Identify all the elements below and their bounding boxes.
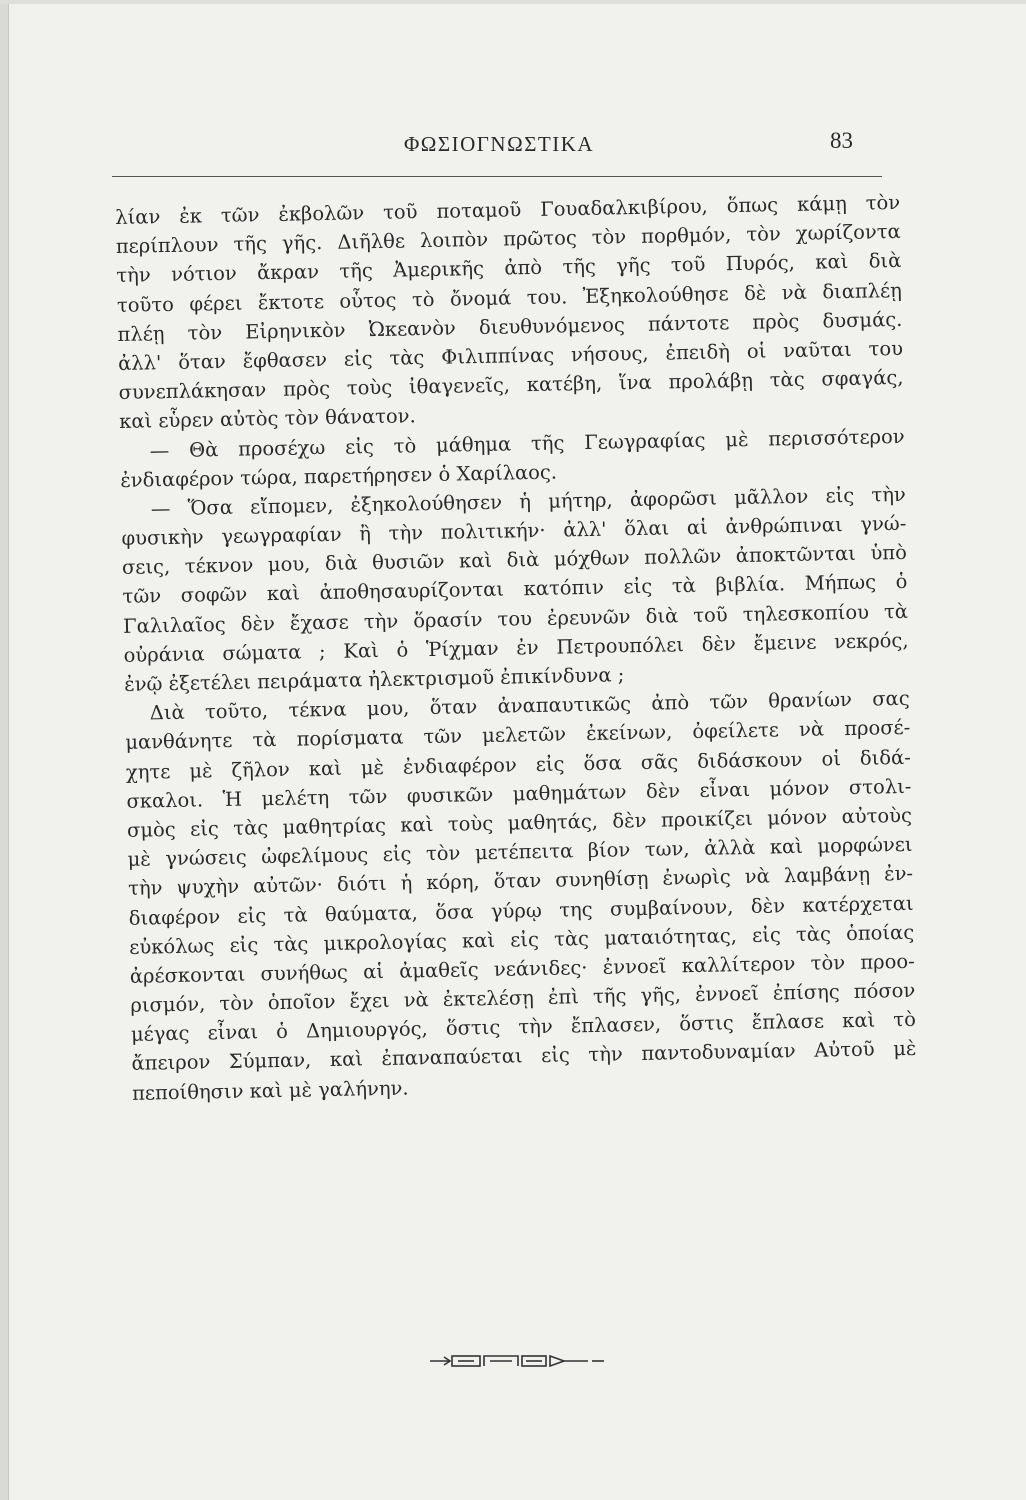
header-rule (112, 176, 882, 177)
text-line: μὲ γνώσεις ὠφελίμους εἰς τὸν μετέπειτα βίον των, ἀλλὰ καὶ μορφώνει (127, 832, 913, 872)
text-line: πεποίθησιν καὶ μὲ γαλήνην. (131, 1076, 409, 1105)
text-line: πλέῃ τὸν Εἰρηνικὸν Ὠκεανὸν διευθυνόμενος πάντοτε πρὸς δυσμάς. (117, 307, 903, 346)
text-line: συνεπλάκησαν πρὸς τοὺς ἰθαγενεῖς, κατέβη, ἵνα προλάβῃ τὰς σφαγάς, (118, 366, 904, 405)
text-line: καὶ εὗρεν αὐτὸς τὸν θάνατον. (118, 404, 416, 434)
text-line: σμὸς εἰς τὰς μαθητρίας καὶ τοὺς μαθητάς, δὲν προικίζει μόνον αὐτοὺς (126, 803, 913, 842)
text-line: ἐνῷ ἐξετέλει πειράματα ἠλεκτρισμοῦ ἐπικίνδυνα ; (124, 663, 625, 696)
running-title: ΦΩΣΙΟΓΝΩΣΤΙΚΑ (403, 132, 595, 156)
text-line: Γαλιλαῖος δὲν ἔχασε τὴν ὅρασίν του ἐρευνῶν διὰ τοῦ τηλεσκοπίου τὰ (122, 599, 909, 638)
text-line: χητε μὲ ζῆλον καὶ μὲ ἐνδιαφέρον εἰς ὅσα σᾶς διδάσκουν οἱ διδά- (125, 745, 912, 784)
body-text (115, 188, 917, 1108)
page-top-edge (0, 0, 1026, 4)
text-line: ρισμόν, τὸν ὁποῖον ἔχει νὰ ἐκτελέσῃ ἐπὶ τῆς γῆς, ἐννοεῖ ἐπίσης πόσον (130, 978, 916, 1017)
text-line: σεις, τέκνον μου, διὰ θυσιῶν καὶ διὰ μόχθων πολλῶν ἀποκτῶνται ὑπὸ (121, 541, 908, 580)
text-line: ἀρέσκονται συνήθως αἱ ἀμαθεῖς νεάνιδες· ἐννοεῖ καλλίτερον τὸν προο- (129, 949, 915, 988)
text-line: ἐνδιαφέρον τώρα, παρετήρησεν ὁ Χαρίλαος. (120, 460, 558, 492)
page-binding-edge (0, 0, 9, 1500)
text-line: — Ὅσα εἴπομεν, ἐξηκολούθησεν ἡ μήτηρ, ἀφορῶσι μᾶλλον εἰς τὴν (150, 482, 906, 521)
text-line: μέγας εἶναι ὁ Δημιουργός, ὅστις τὴν ἔπλασεν, ὅστις ἔπλασε καὶ τὸ (130, 1008, 917, 1047)
text-line: τὴν νότιον ἄκραν τῆς Ἀμερικῆς ἀπὸ τῆς γῆς τοῦ Πυρός, καὶ διὰ (116, 249, 902, 288)
text-line: διαφέρον εἰς τὰ θαύματα, ὅσα γύρῳ της συμβαίνουν, δὲν κατέρχεται (128, 891, 914, 930)
text-line: οὐράνια σώματα ; Καὶ ὁ Ῥίχμαν ἐν Πετρουπόλει δὲν ἔμεινε νεκρός, (123, 628, 909, 667)
text-line: ἄπειρον Σύμπαν, καὶ ἐπαναπαύεται εἰς τὴν παντοδυναμίαν Αὐτοῦ μὲ (131, 1037, 917, 1076)
text-line: τὴν ψυχὴν αὐτῶν· διότι ἡ κόρη, ὅταν συνηθίσῃ ἐνωρὶς νὰ λαμβάνῃ ἐν- (127, 862, 914, 901)
text-line: μανθάνητε τὰ πορίσματα τῶν μελετῶν ἐκείνων, ὀφείλετε νὰ προσέ- (125, 716, 911, 755)
text-line: — Θὰ προσέχω εἰς τὸ μάθημα τῆς Γεωγραφίας μὲ περισσότερον (149, 424, 905, 462)
text-line: ἀλλ' ὅταν ἔφθασεν εἰς τὰς Φιλιππίνας νήσους, ἐπειδὴ οἱ ναῦται του (117, 336, 904, 375)
text-line: τῶν σοφῶν καὶ ἀποθησαυρίζονται κατόπιν εἰς τὰ βιβλία. Μήπως ὁ (122, 570, 908, 609)
text-line: φυσικὴν γεωγραφίαν ἢ τὴν πολιτικήν· ἀλλ' ὅλαι αἱ ἀνθρώπιναι γνώ- (121, 511, 907, 550)
text-line: εὐκόλως εἰς τὰς μικρολογίας καὶ εἰς τὰς ματαιότητας, εἰς τὰς ὁποίας (129, 920, 915, 959)
text-line: λίαν ἐκ τῶν ἐκβολῶν τοῦ ποταμοῦ Γουαδαλκιβίρου, ὅπως κάμῃ τὸν (115, 190, 901, 229)
text-line: περίπλουν τῆς γῆς. Διῆλθε λοιπὸν πρῶτος τὸν πορθμόν, τὸν χωρίζοντα (115, 220, 901, 259)
text-line: τοῦτο φέρει ἔκτοτε οὗτος τὸ ὄνομά του. Ἐξηκολούθησε δὲ νὰ διαπλέῃ (116, 278, 903, 317)
page-number: 83 (830, 128, 853, 153)
text-line: σκαλοι. Ἡ μελέτη τῶν φυσικῶν μαθημάτων δὲν εἶναι μόνον στολι- (126, 774, 912, 813)
text-line: Διὰ τοῦτο, τέκνα μου, ὅταν ἀναπαυτικῶς ἀπὸ τῶν θρανίων σας (149, 687, 910, 725)
end-ornament (428, 1352, 608, 1370)
page-header (115, 128, 883, 168)
